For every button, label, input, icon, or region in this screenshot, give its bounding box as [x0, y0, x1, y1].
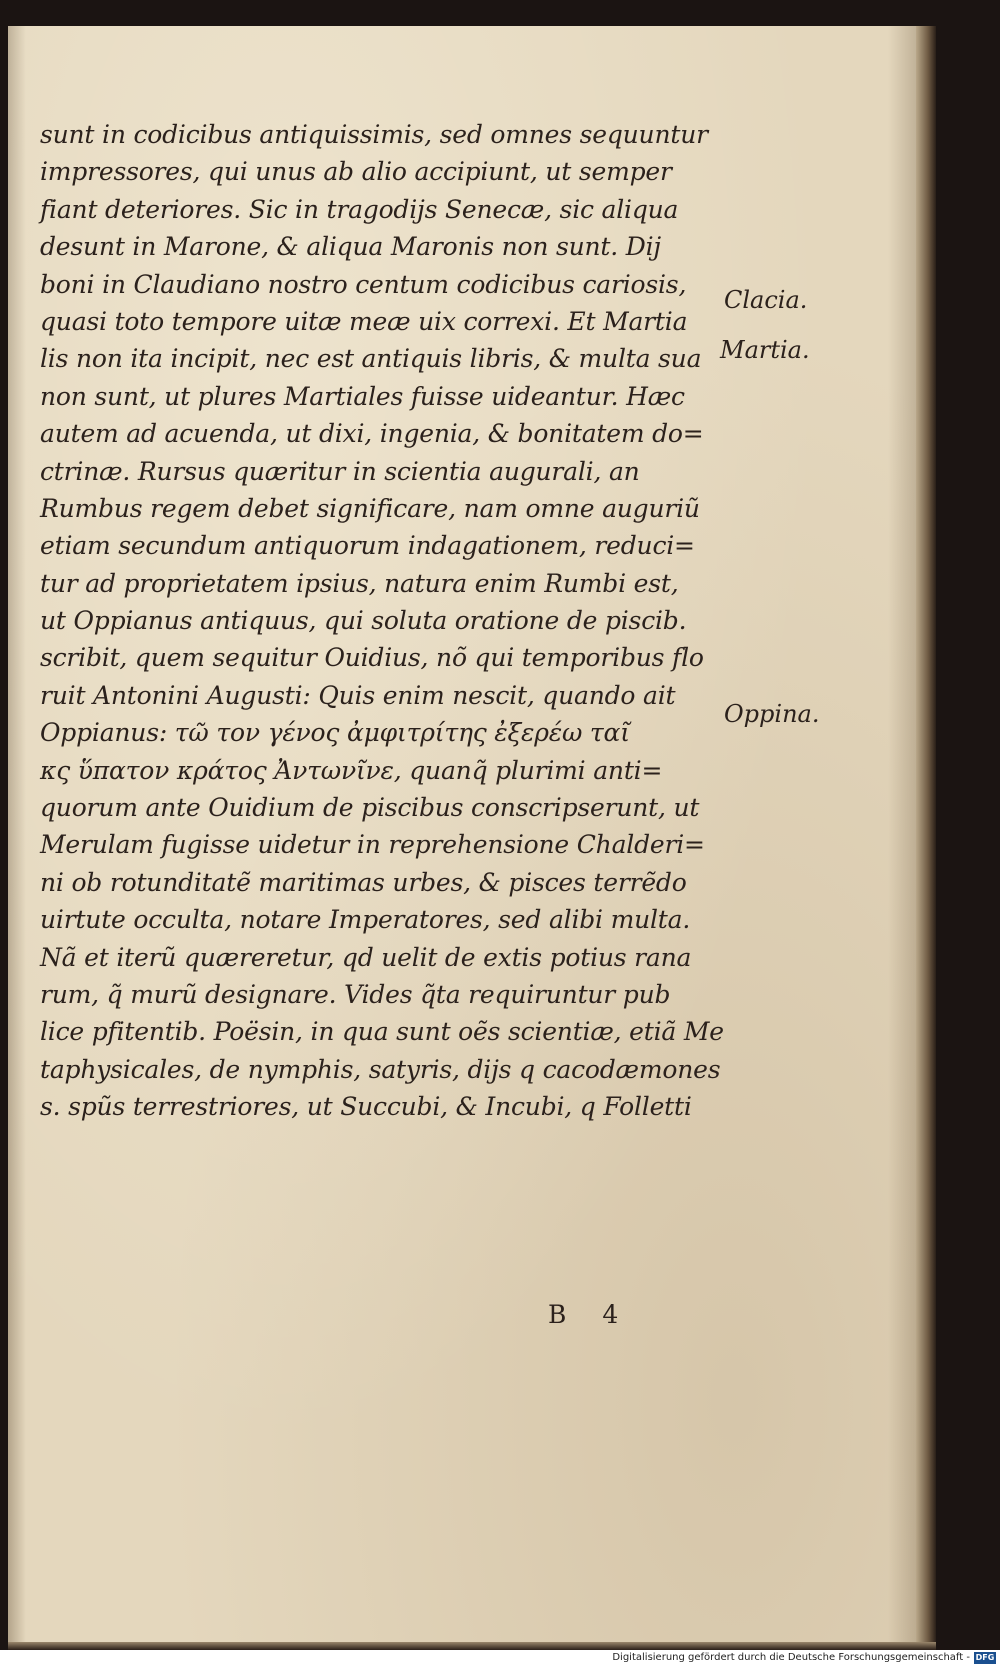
text-line: autem ad acuenda, ut dixi, ingenia, & bonitatem do= — [40, 419, 704, 449]
text-line: sunt in codicibus antiquissimis, sed omnes sequuntur — [40, 120, 708, 149]
text-line: Oppianus: τῶ τον γένος ἀμφιτρίτης ἐξερέω ταῖ — [40, 718, 630, 748]
text-line: ni ob rotunditatẽ maritimas urbes, & pisces terrẽdo — [40, 867, 687, 897]
marginal-note-clacia: Clacia. — [724, 286, 808, 314]
text-line: lis non ita incipit, nec est antiquis libris, & multa sua — [40, 344, 702, 374]
text-line: taphysicales, de nymphis, satyris, dijs q cacodæmones — [40, 1054, 721, 1084]
text-line: lice pfitentib. Poësin, in qua sunt oẽs scientiæ, etiã Me — [40, 1017, 724, 1047]
text-line: rum, q̃ murũ designare. Vides q̃ta requiruntur pub — [40, 979, 671, 1009]
page-edge-right — [916, 26, 936, 1642]
text-line: Nã et iterũ quæreretur, qd uelit de extis potius rana — [40, 942, 692, 972]
text-line: boni in Claudiano nostro centum codicibus cariosis, — [40, 269, 687, 299]
text-line: ut Oppianus antiquus, qui soluta oratione de piscib. — [40, 606, 687, 636]
text-line: etiam secundum antiquorum indagationem, reduci= — [40, 531, 695, 561]
text-line: ruit Antonini Augusti: Quis enim nescit, quando ait — [40, 680, 676, 710]
text-line: s. spũs terrestriores, ut Succubi, & Incubi, q Folletti — [40, 1092, 692, 1122]
funding-credit: Digitalisierung gefördert durch die Deutsche Forschungsgemeinschaft - — [612, 1652, 970, 1663]
text-line: Rumbus regem debet significare, nam omne auguriũ — [40, 493, 700, 523]
text-line: desunt in Marone, & aliqua Maronis non sunt. Dij — [40, 232, 661, 262]
signature-mark: B 4 — [548, 1300, 633, 1329]
text-line: impressores, qui unus ab alio accipiunt, ut semper — [40, 157, 672, 187]
marginal-note-oppina: Oppina. — [724, 700, 820, 728]
marginal-note-martia: Martia. — [720, 336, 810, 364]
text-line: uirtute occulta, notare Imperatores, sed alibi multa. — [40, 905, 691, 935]
text-line: fiant deteriores. Sic in tragodijs Senecæ, sic aliqua — [40, 194, 679, 224]
text-line: quasi toto tempore uitæ meæ uix correxi. Et Martia — [40, 306, 688, 336]
text-line: quorum ante Ouidium de piscibus conscripserunt, ut — [40, 793, 700, 823]
text-line: tur ad proprietatem ipsius, natura enim Rumbi est, — [40, 568, 679, 598]
text-line: scribit, quem sequitur Ouidius, nõ qui temporibus flo — [40, 643, 704, 673]
page-body-text — [40, 116, 724, 1126]
text-line: non sunt, ut plures Martiales fuisse uideantur. Hæc — [40, 381, 685, 411]
page-edge-bottom — [8, 1642, 936, 1650]
dfg-logo[interactable]: DFG — [975, 1653, 995, 1662]
text-line: Merulam fugisse uidetur in reprehensione Chalderi= — [40, 830, 705, 860]
text-line: ctrinæ. Rursus quæritur in scientia augurali, an — [40, 456, 640, 486]
text-line: κς ὕπατον κράτος Ἀντωνῖνε, quanq̃ plurimi anti= — [40, 755, 663, 785]
